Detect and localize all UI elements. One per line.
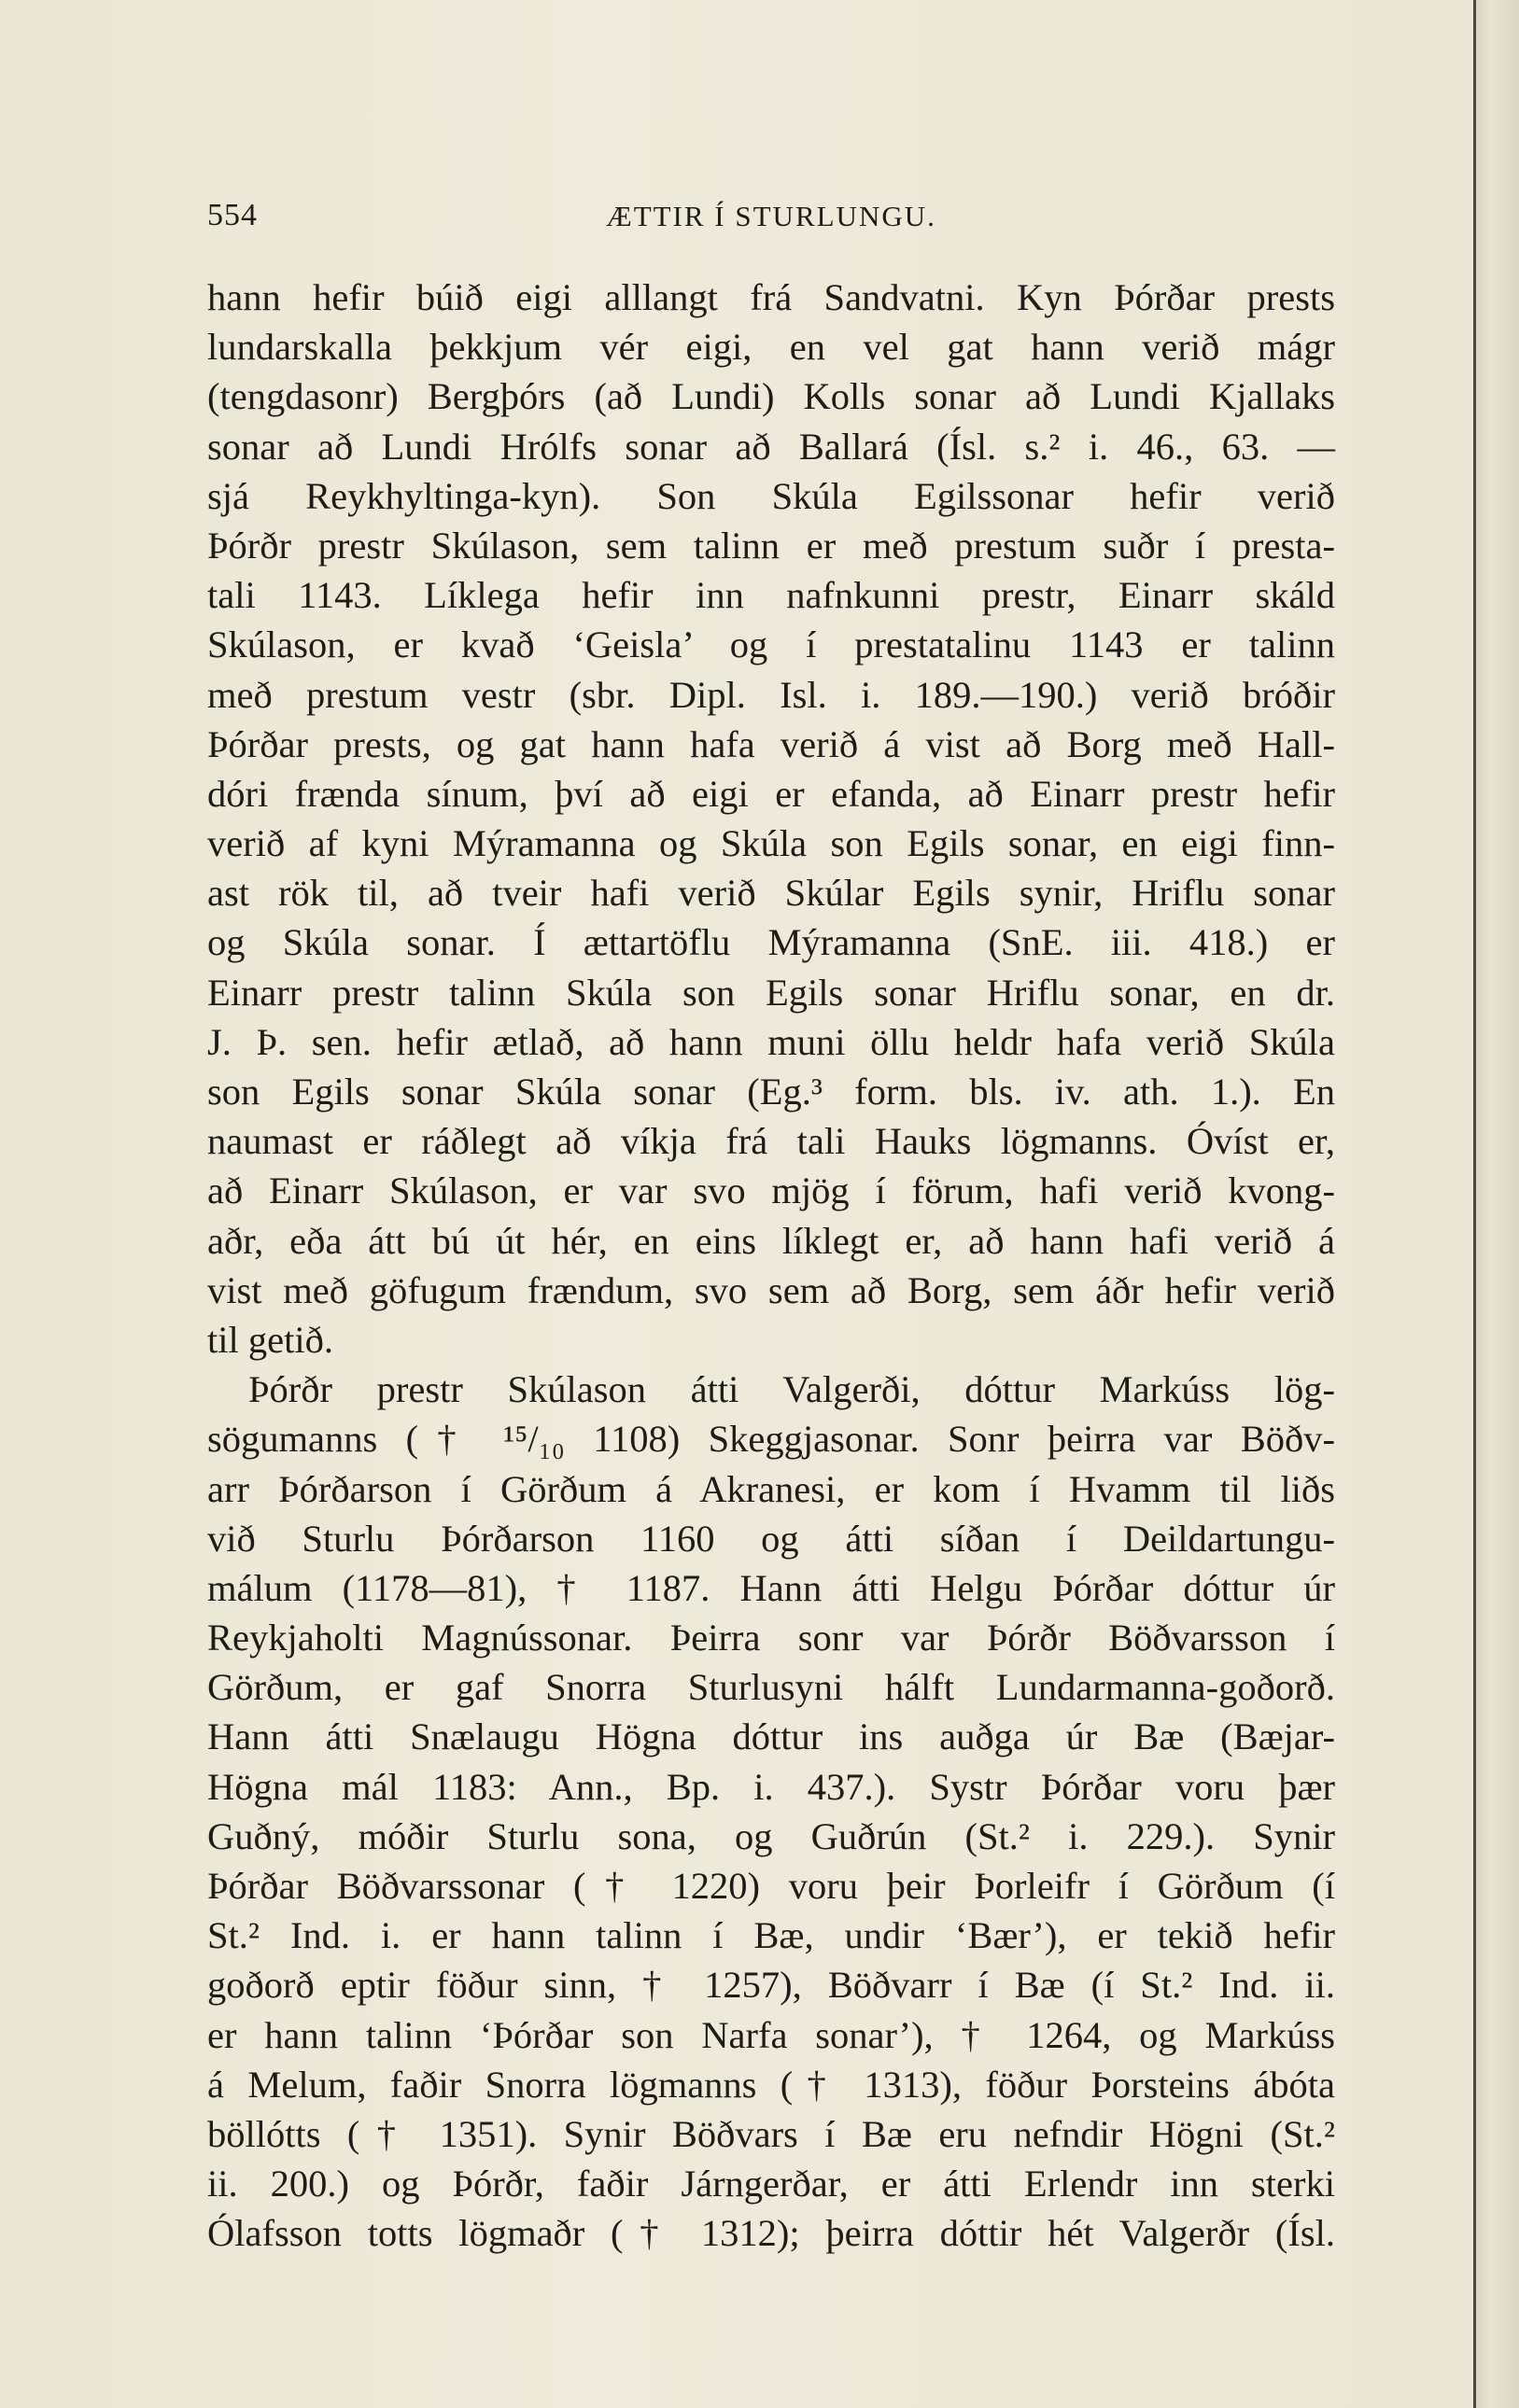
text-line: tali 1143. Líklega hefir inn nafnkunni prestr, Einarr skáld — [207, 574, 1335, 617]
text-line: Guðný, móðir Sturlu sona, og Guðrún (St.² i. 229.). Synir — [207, 1814, 1335, 1857]
text-line: sögumanns († ¹⁵/₁₀ 1108) Skeggjasonar. Sonr þeirra var Böðv- — [207, 1418, 1335, 1461]
text-line: verið af kyni Mýramanna og Skúla son Egils sonar, en eigi finn- — [207, 822, 1335, 865]
text-line: Einarr prestr talinn Skúla son Egils sonar Hriflu sonar, en dr. — [207, 971, 1335, 1014]
text-line: sonar að Lundi Hrólfs sonar að Ballará (Ísl. s.² i. 46., 63. — — [207, 425, 1335, 468]
page-header — [207, 198, 1335, 243]
text-line: hann hefir búið eigi alllangt frá Sandvatni. Kyn Þórðar prests — [207, 276, 1335, 318]
text-line: Reykjaholti Magnússonar. Þeirra sonr var Þórðr Böðvarsson í — [207, 1617, 1335, 1659]
body-text — [207, 273, 1335, 2259]
text-line: lundarskalla þekkjum vér eigi, en vel gat hann verið mágr — [207, 326, 1335, 369]
page-number: 554 — [207, 198, 258, 232]
text-line: er hann talinn ‘Þórðar son Narfa sonar’), † 1264, og Markúss — [207, 2013, 1335, 2056]
running-title: ÆTTIR Í STURLUNGU. — [606, 200, 936, 232]
text-line: Hann átti Snælaugu Högna dóttur ins auðga úr Bæ (Bæjar- — [207, 1715, 1335, 1758]
text-line: Þórðr prestr Skúlason átti Valgerði, dóttur Markúss lög- — [248, 1368, 1335, 1411]
text-line: goðorð eptir föður sinn, † 1257), Böðvarr í Bæ (í St.² Ind. ii. — [207, 1964, 1335, 2007]
text-line: með prestum vestr (sbr. Dipl. Isl. i. 189.—190.) verið bróðir — [207, 673, 1335, 716]
text-line: son Egils sonar Skúla sonar (Eg.³ form. bls. iv. ath. 1.). En — [207, 1071, 1335, 1113]
text-line: aðr, eða átt bú út hér, en eins líklegt er, að hann hafi verið á — [207, 1219, 1335, 1262]
text-line: dóri frænda sínum, því að eigi er efanda, að Einarr prestr hefir — [207, 772, 1335, 815]
text-line: arr Þórðarson í Görðum á Akranesi, er kom í Hvamm til liðs — [207, 1467, 1335, 1510]
text-line: við Sturlu Þórðarson 1160 og átti síðan í Deildartungu- — [207, 1517, 1335, 1560]
text-line: ii. 200.) og Þórðr, faðir Járngerðar, er átti Erlendr inn sterki — [207, 2163, 1335, 2205]
text-line: Ólafsson totts lögmaðr († 1312); þeirra dóttir hét Valgerðr (Ísl. — [207, 2212, 1335, 2255]
text-line: ast rök til, að tveir hafi verið Skúlar Egils synir, Hriflu sonar — [207, 872, 1335, 915]
text-line: málum (1178—81), † 1187. Hann átti Helgu Þórðar dóttur úr — [207, 1566, 1335, 1609]
text-line: á Melum, faðir Snorra lögmanns († 1313), föður Þorsteins ábóta — [207, 2063, 1335, 2106]
text-line: St.² Ind. i. er hann talinn í Bæ, undir ‘Bær’), er tekið hefir — [207, 1914, 1335, 1957]
text-line: Högna mál 1183: Ann., Bp. i. 437.). Systr Þórðar voru þær — [207, 1765, 1335, 1808]
text-line: J. Þ. sen. hefir ætlað, að hann muni öllu heldr hafa verið Skúla — [207, 1020, 1335, 1063]
page-gutter-edge — [1473, 0, 1519, 2408]
paragraph — [207, 273, 1335, 1365]
text-line: Þórðar Böðvarssonar († 1220) voru þeir Þorleifr í Görðum (í — [207, 1865, 1335, 1907]
text-line: vist með göfugum frændum, svo sem að Borg, sem áðr hefir verið — [207, 1268, 1335, 1311]
text-line: og Skúla sonar. Í ættartöflu Mýramanna (SnE. iii. 418.) er — [207, 921, 1335, 964]
text-line: (tengdasonr) Bergþórs (að Lundi) Kolls sonar að Lundi Kjallaks — [207, 375, 1335, 418]
text-line: Þórðr prestr Skúlason, sem talinn er með prestum suðr í presta- — [207, 524, 1335, 567]
text-line: Þórðar prests, og gat hann hafa verið á vist að Borg með Hall- — [207, 722, 1335, 765]
text-line: Görðum, er gaf Snorra Sturlusyni hálft Lundarmanna-goðorð. — [207, 1666, 1335, 1709]
text-line: til getið. — [207, 1318, 333, 1361]
text-line: sjá Reykhyltinga-kyn). Son Skúla Egilssonar hefir verið — [207, 474, 1335, 517]
text-line: að Einarr Skúlason, er var svo mjög í förum, hafi verið kvong- — [207, 1169, 1335, 1212]
paragraph — [207, 1365, 1335, 2258]
text-line: naumast er ráðlegt að víkja frá tali Hauks lögmanns. Óvíst er, — [207, 1120, 1335, 1163]
text-line: böllótts († 1351). Synir Böðvars í Bæ eru nefndir Högni (St.² — [207, 2112, 1335, 2155]
text-line: Skúlason, er kvað ‘Geisla’ og í prestatalinu 1143 er talinn — [207, 623, 1335, 666]
